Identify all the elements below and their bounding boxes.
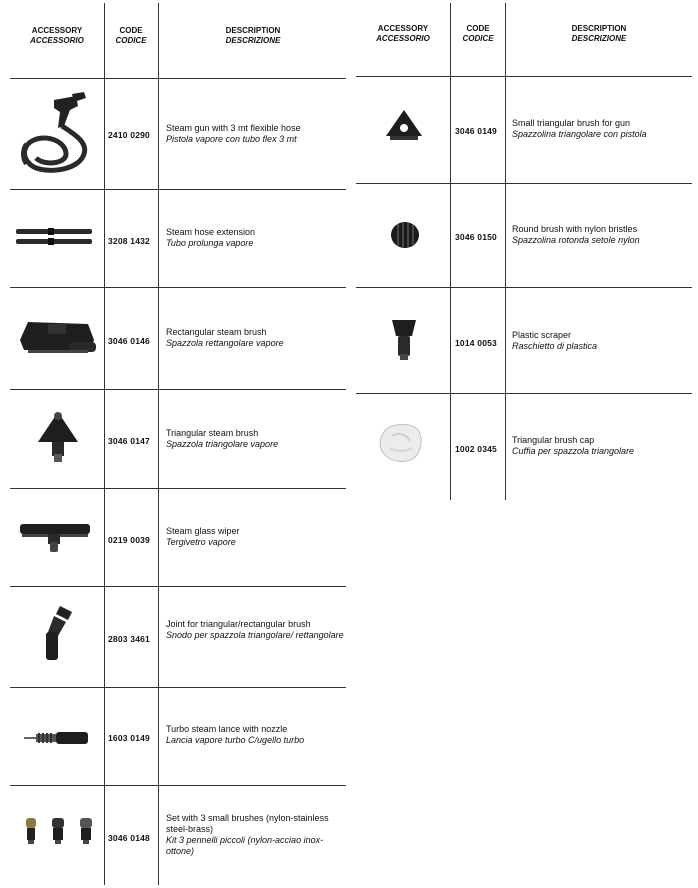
divider — [450, 3, 451, 500]
steam-gun-icon — [14, 86, 96, 182]
right-header — [356, 0, 692, 76]
item-description: Joint for triangular/rectangular brush Snodo per spazzola triangolare/ rettangolare — [166, 619, 344, 640]
item-description: Rectangular steam brush Spazzola rettangolare vapore — [166, 327, 284, 348]
item-description: Round brush with nylon bristles Spazzolina rotonda setole nylon — [512, 224, 640, 245]
divider — [356, 287, 692, 288]
item-description: Steam gun with 3 mt flexible hose Pistola vapore con tubo flex 3 mt — [166, 123, 301, 144]
hose-extension-icon — [14, 226, 94, 248]
divider — [10, 389, 346, 390]
item-code: 3208 1432 — [108, 236, 150, 246]
scraper-icon — [388, 318, 420, 362]
divider — [505, 3, 506, 500]
item-code: 3046 0150 — [455, 232, 497, 242]
item-code: 2410 0290 — [108, 130, 150, 140]
header-description: DESCRIPTION DESCRIZIONE — [571, 24, 627, 43]
item-description: Steam hose extension Tubo prolunga vapore — [166, 227, 256, 248]
item-code: 1014 0053 — [455, 338, 497, 348]
triangular-brush-icon — [34, 408, 84, 464]
header-accessory: ACCESSORY ACCESSORIO — [30, 26, 84, 45]
divider — [10, 785, 346, 786]
item-description: Plastic scraper Raschietto di plastica — [512, 330, 598, 351]
item-code: 0219 0039 — [108, 535, 150, 545]
item-code: 3046 0148 — [108, 833, 150, 843]
round-brush-icon — [388, 220, 422, 250]
header-accessory: ACCESSORY ACCESSORIO — [376, 24, 430, 43]
divider — [356, 393, 692, 394]
divider — [10, 687, 346, 688]
item-description: Set with 3 small brushes (nylon-stainless steel-brass) Kit 3 pennelli piccoli (nylon-acciao inox-ottone) — [166, 813, 329, 856]
item-description: Turbo steam lance with nozzle Lancia vapore turbo C/ugello turbo — [166, 724, 305, 745]
divider — [10, 586, 346, 587]
item-code: 1603 0149 — [108, 733, 150, 743]
item-code: 1002 0345 — [455, 444, 497, 454]
small-brushes-icon — [22, 816, 100, 846]
joint-icon — [38, 604, 78, 664]
turbo-lance-icon — [22, 728, 90, 748]
item-description: Triangular steam brush Spazzola triangolare vapore — [166, 428, 279, 449]
header-description: DESCRIPTION DESCRIZIONE — [225, 26, 281, 45]
item-code: 3046 0149 — [455, 126, 497, 136]
item-code: 3046 0147 — [108, 436, 150, 446]
header-code: CODE CODICE — [115, 26, 147, 45]
item-description: Triangular brush cap Cuffia per spazzola triangolare — [512, 435, 635, 456]
rectangular-brush-icon — [18, 318, 96, 358]
divider — [158, 3, 159, 885]
left-header — [0, 0, 346, 76]
item-description: Steam glass wiper Tergivetro vapore — [166, 526, 240, 547]
item-code: 3046 0146 — [108, 336, 150, 346]
small-triangular-brush-icon — [384, 108, 424, 144]
header-code: CODE CODICE — [462, 24, 494, 43]
divider — [10, 488, 346, 489]
brush-cap-icon — [378, 422, 424, 464]
item-description: Small triangular brush for gun Spazzolina triangolare con pistola — [512, 118, 647, 139]
divider — [104, 3, 105, 885]
divider — [356, 76, 692, 77]
glass-wiper-icon — [18, 520, 92, 554]
divider — [356, 183, 692, 184]
divider — [10, 189, 346, 190]
divider — [10, 78, 346, 79]
divider — [10, 287, 346, 288]
item-code: 2803 3461 — [108, 634, 150, 644]
